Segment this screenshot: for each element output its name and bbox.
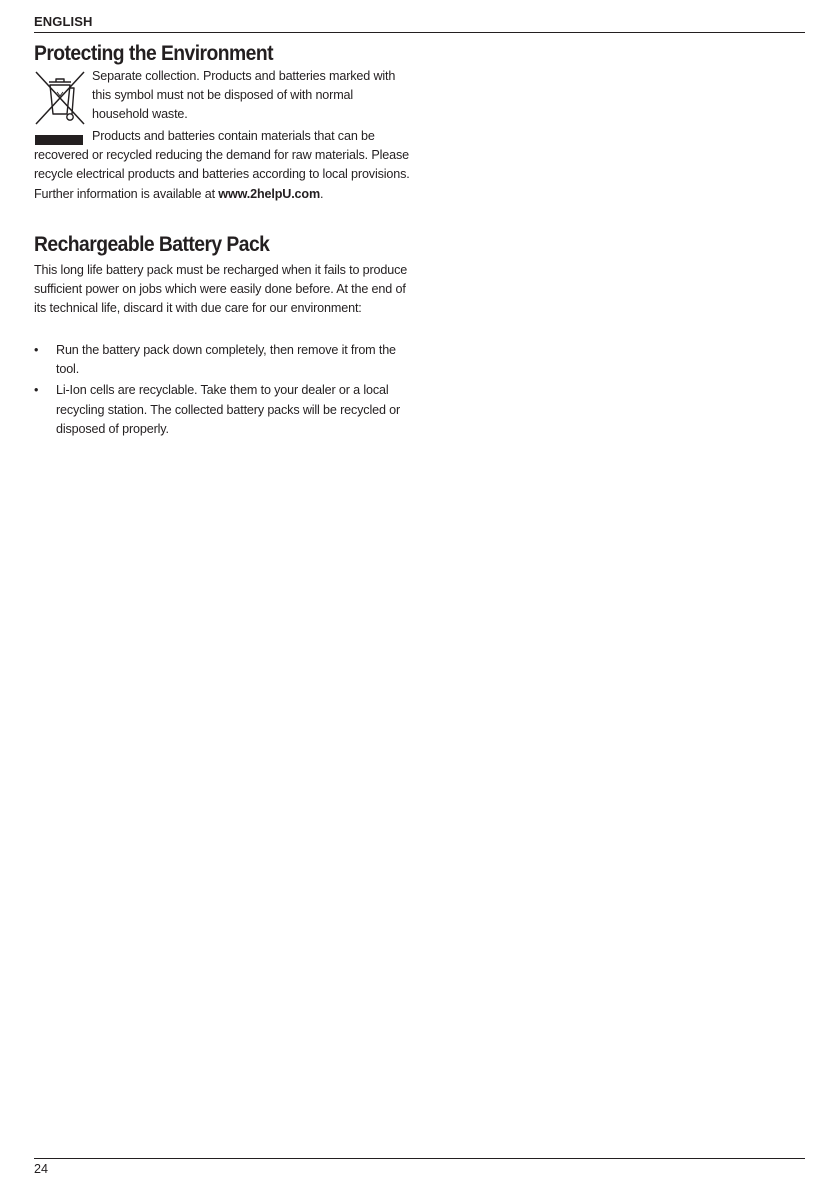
header-divider (34, 32, 805, 33)
page-number: 24 (34, 1162, 49, 1176)
list-item (34, 381, 412, 439)
bullet-icon: • (34, 383, 39, 398)
bullet-icon: • (34, 343, 39, 357)
battery-intro-text: This long life battery pack must be recharged when it fails to produce sufficient power on jobs which were easily done before. At the end of its technical life, discard it with due care for our environment: (34, 263, 408, 316)
battery-disposal-list (34, 341, 412, 441)
language-header: ENGLISH (34, 14, 93, 29)
section-title-battery: Rechargeable Battery Pack (34, 233, 270, 256)
list-item (34, 341, 412, 379)
footer-divider (34, 1158, 805, 1159)
website-link[interactable]: www.2helpU.com (218, 186, 320, 201)
crossed-out-wheelie-bin-icon (34, 70, 86, 126)
section-title-environment: Protecting the Environment (34, 42, 273, 65)
link-suffix: . (320, 186, 324, 201)
recycling-paragraph (34, 127, 414, 204)
list-item-text: Li-Ion cells are recyclable. Take them to your dealer or a local recycling station. The collected battery packs will be recycled or disposed of properly. (56, 383, 401, 436)
separate-collection-text: Separate collection. Products and batteries marked with this symbol must not be disposed of with normal household waste. (92, 69, 396, 122)
list-item-text: Run the battery pack down completely, then remove it from the tool. (56, 343, 396, 377)
recycling-text: Products and batteries contain materials that can be recovered or recycled reducing the demand for raw materials. Please recycle electrical products and batteries according to local provisions. Further information is available at (34, 129, 410, 201)
